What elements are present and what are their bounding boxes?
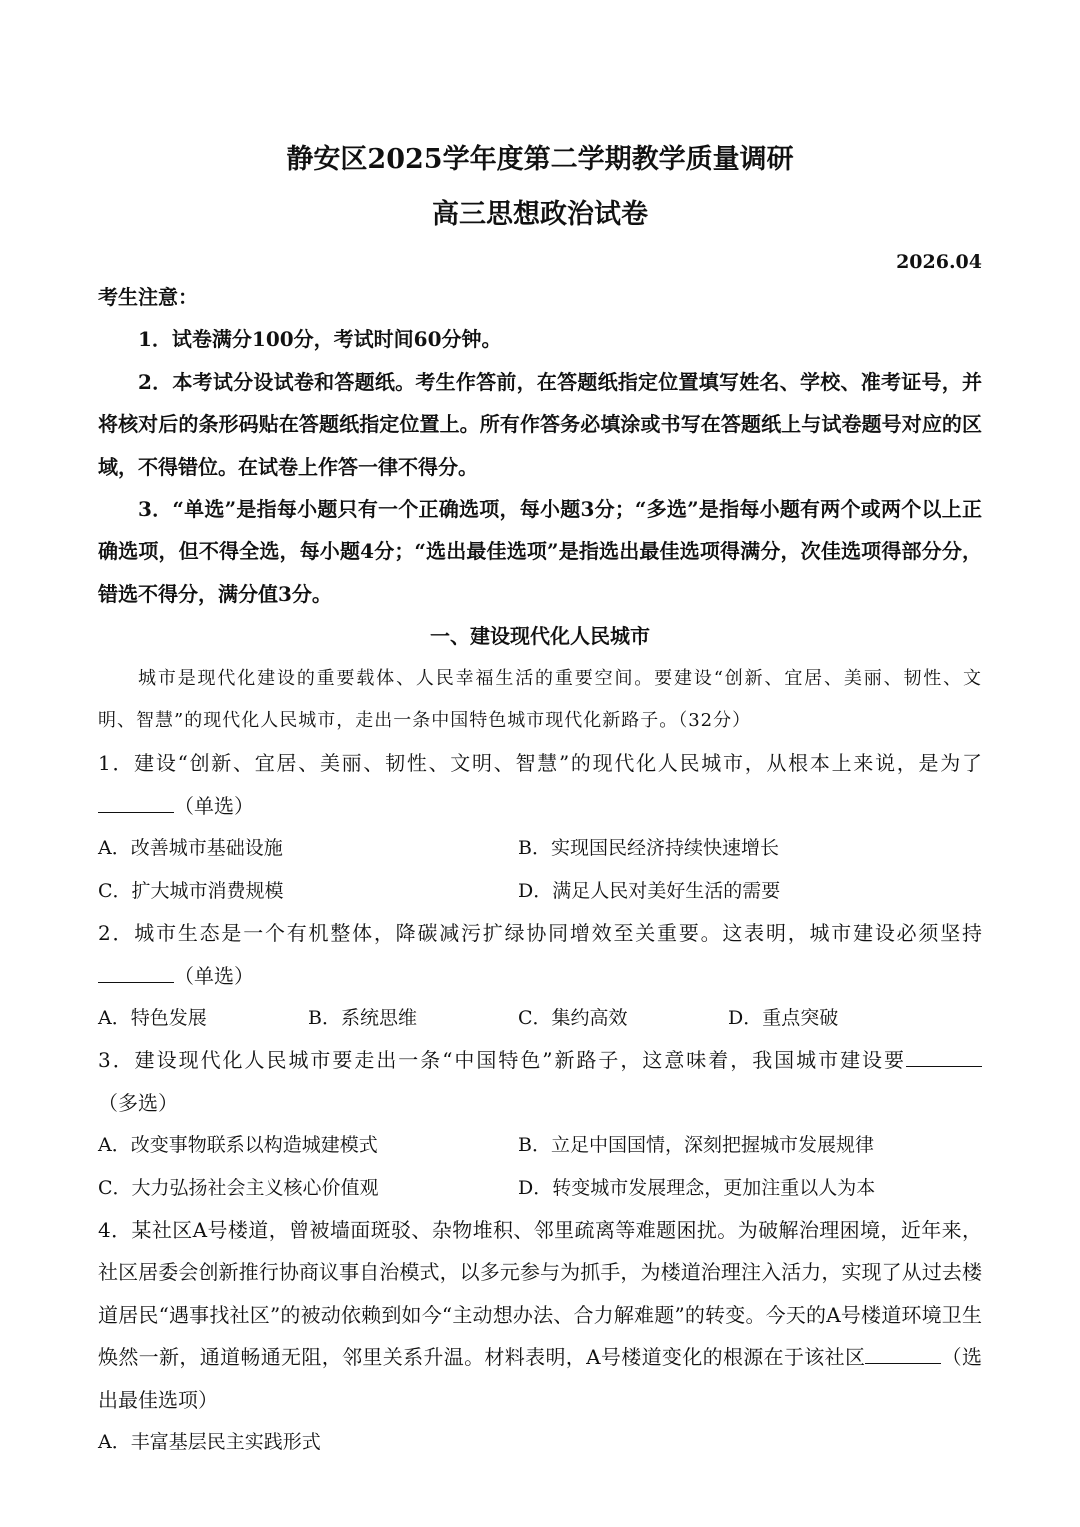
question-type: （单选） — [174, 963, 254, 988]
question-stem: 2．城市生态是一个有机整体，降碳减污扩绿协同增效至关重要。这表明，城市建设必须坚持 — [98, 921, 982, 946]
option-d: D．满足人民对美好生活的需要 — [518, 879, 781, 902]
option-a: A．特色发展 — [98, 1006, 207, 1029]
question-1 — [98, 742, 982, 827]
options-row — [98, 1124, 982, 1209]
answer-blank — [98, 966, 174, 983]
section-intro: 城市是现代化建设的重要载体、人民幸福生活的重要空间。要建设“创新、宜居、美丽、韧性、文明、智慧”的现代化人民城市，走出一条中国特色城市现代化新路子。（32分） — [98, 667, 982, 732]
question-3 — [98, 1039, 982, 1124]
option-a: A．改善城市基础设施 — [98, 837, 283, 860]
question-stem: 4．某社区A号楼道，曾被墙面斑驳、杂物堆积、邻里疏离等难题困扰。为破解治理困境，近年来，社区居委会创新推行协商议事自治模式，以多元参与为抓手，为楼道治理注入活力，实现了从过去楼道居民“遇事找社区”的被动依赖到如今“主动想办法、合力解难题”的转变。今天的A号楼道环境卫生焕然一新，通道畅通无阻，邻里关系升温。材料表明，A号楼道变化的根源在于该社区 — [98, 1217, 982, 1370]
notice-item-2: 2．本考试分设试卷和答题纸。考生作答前，在答题纸指定位置填写姓名、学校、准考证号，并将核对后的条形码贴在答题纸指定位置上。所有作答务必填涂或书写在答题纸上与试卷题号对应的区域，不得错位。在试卷上作答一律不得分。 — [98, 369, 982, 479]
answer-blank — [98, 796, 174, 813]
question-2 — [98, 912, 982, 997]
options-row — [98, 1421, 982, 1463]
option-c: C．集约高效 — [518, 1006, 628, 1029]
option-d: D．重点突破 — [728, 1006, 839, 1029]
question-type: （选出最佳选项） — [98, 1345, 982, 1412]
option-b: B．系统思维 — [308, 1006, 417, 1029]
question-4 — [98, 1209, 982, 1421]
options-row — [98, 827, 982, 912]
option-c: C．扩大城市消费规模 — [98, 879, 284, 902]
exam-date: 2026.04 — [896, 251, 982, 273]
exam-title: 静安区2025学年度第二学期教学质量调研 — [286, 144, 794, 175]
option-c: C．大力弘扬社会主义核心价值观 — [98, 1176, 379, 1199]
question-type: （多选） — [98, 1090, 178, 1115]
notice-item-1: 1．试卷满分100分，考试时间60分钟。 — [138, 327, 502, 352]
exam-subtitle: 高三思想政治试卷 — [432, 199, 648, 230]
question-stem: 3．建设现代化人民城市要走出一条“中国特色”新路子，这意味着，我国城市建设要 — [98, 1048, 906, 1073]
options-row — [98, 997, 982, 1039]
option-d: D．转变城市发展理念，更加注重以人为本 — [518, 1176, 876, 1199]
notice-item-3: 3．“单选”是指每小题只有一个正确选项，每小题3分；“多选”是指每小题有两个或两个以上正确选项，但不得全选，每小题4分；“选出最佳选项”是指选出最佳选项得满分，次佳选项得部分分，错选不得分，满分值3分。 — [98, 497, 982, 606]
option-b: B．立足中国国情，深刻把握城市发展规律 — [518, 1134, 874, 1157]
question-stem: 1．建设“创新、宜居、美丽、韧性、文明、智慧”的现代化人民城市，从根本上来说，是为了 — [98, 751, 982, 776]
section-title: 一、建设现代化人民城市 — [430, 624, 650, 649]
notice-heading: 考生注意： — [98, 285, 198, 309]
question-type: （单选） — [174, 793, 254, 818]
option-a: A．丰富基层民主实践形式 — [98, 1430, 321, 1453]
answer-blank — [906, 1050, 982, 1067]
answer-blank — [865, 1347, 941, 1364]
option-a: A．改变事物联系以构造城建模式 — [98, 1134, 378, 1157]
option-b: B．实现国民经济持续快速增长 — [518, 837, 779, 860]
